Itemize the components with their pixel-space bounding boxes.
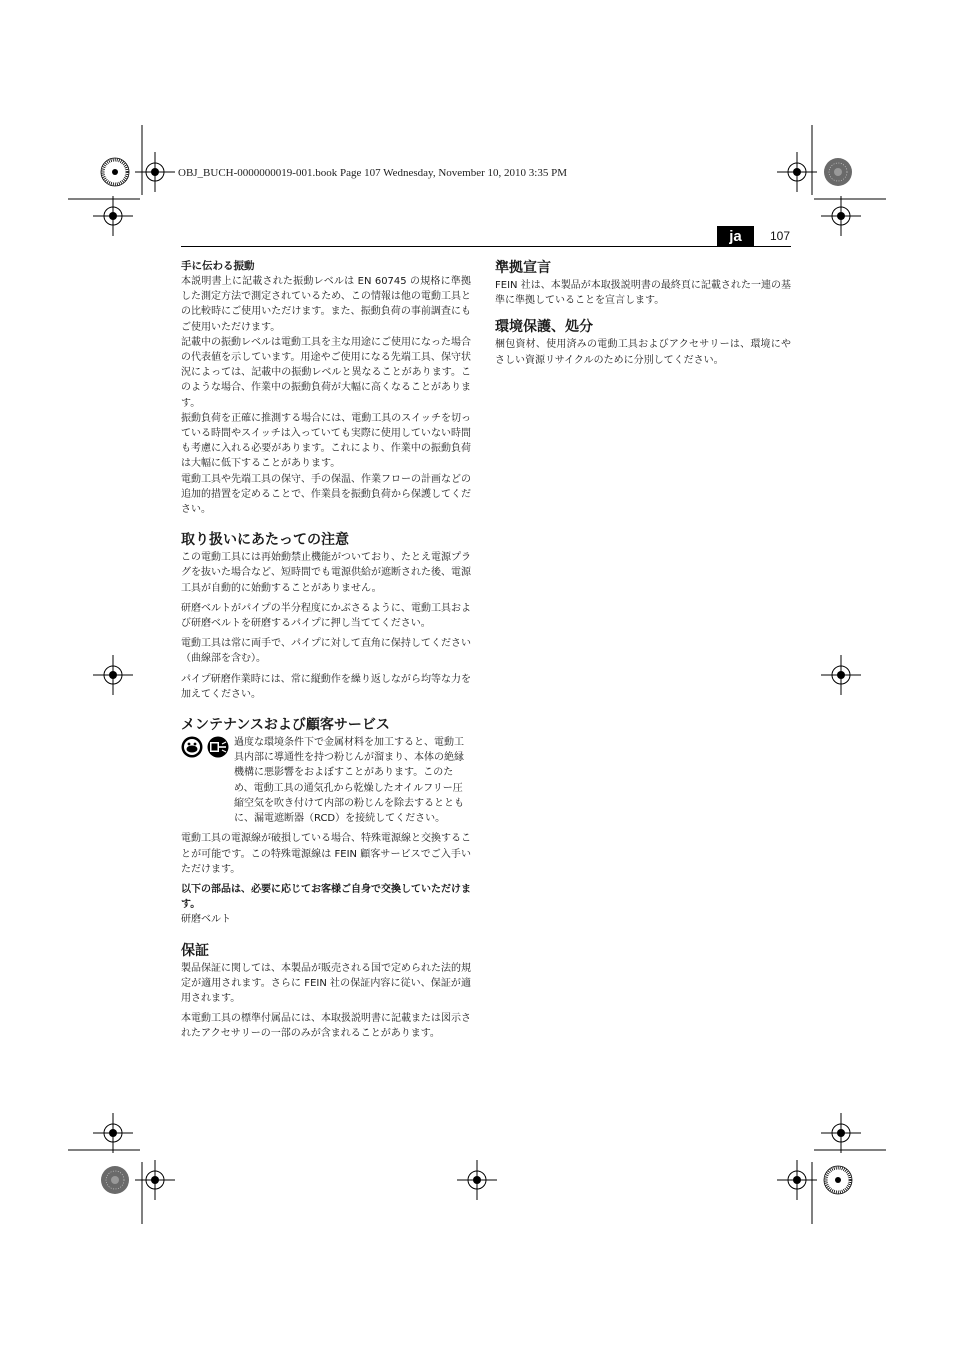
handling-paragraph-4: パイプ研磨作業時には、常に縦動作を繰り返しながら均等な力を加えてください。	[181, 673, 471, 700]
environment-paragraph: 梱包資材、使用済みの電動工具およびアクセサリーは、環境にやさしい資源リサイクルのために分別してください。	[495, 339, 791, 366]
handling-heading: 取り扱いにあたっての注意	[181, 532, 349, 549]
left-column	[181, 259, 471, 1047]
maintenance-heading: メンテナンスおよび顧客サービス	[181, 717, 390, 734]
handling-paragraph-3: 電動工具は常に両手で、パイプに対して直角に保持してください（曲線部を含む）。	[181, 638, 471, 665]
vibration-paragraph-4: 電動工具や先端工具の保守、手の保温、作業フローの計画などの追加的措置を定めることで、作業員を振動負荷から保護してください。	[181, 473, 471, 516]
right-column	[495, 259, 791, 373]
page-number: 107	[770, 229, 791, 243]
print-slug: OBJ_BUCH-0000000019-001.book Page 107 Wednesday, November 10, 2010 3:35 PM	[178, 167, 567, 179]
vibration-paragraph-2: 記載中の振動レベルは電動工具を主な用途にご使用になった場合の代表値を示しています。用途やご使用になる先端工具、保守状況によっては、記載中の振動レベルと異なることがあります。このような場合、作業中の振動負荷が大幅に高くなることがあります。	[181, 336, 471, 409]
replaceable-parts-heading: 以下の部品は、必要に応じてお客様ご自身で交換していただけます。	[181, 883, 471, 911]
conformity-paragraph: FEIN 社は、本製品が本取扱説明書の最終頁に記載された一連の基準に準拠していることを宣言します。	[495, 280, 791, 307]
vibration-paragraph-3: 振動負荷を正確に推測する場合には、電動工具のスイッチを切っている時間やスイッチは入っていても実際に使用していない時間も考慮に入れる必要があります。これにより、作業中の振動負荷は大幅に低下することがあります。	[181, 412, 471, 470]
conformity-heading: 準拠宣言	[495, 260, 551, 276]
warranty-paragraph-2: 本電動工具の標準付属品には、本取扱説明書に記載または図示されたアクセサリーの一部のみが含まれることがあります。	[181, 1013, 471, 1040]
header-rule	[181, 246, 791, 247]
warranty-heading: 保証	[181, 942, 209, 959]
environment-heading: 環境保護、処分	[495, 319, 593, 336]
maintenance-icons	[181, 736, 230, 758]
language-tag: ja	[717, 226, 754, 247]
vibration-heading: 手に伝わる振動	[181, 260, 255, 272]
compressed-air-icon	[206, 736, 230, 758]
vibration-paragraph-1: 本説明書上に記載された振動レベルは EN 60745 の規格に準拠した測定方法で測定されているため、この情報は他の電動工具との比較時にご使用いただけます。また、振動負荷の事前調査にもご使用いただけます。	[181, 276, 471, 333]
maintenance-paragraph-1: 過度な環境条件下で金属材料を加工すると、電動工具内部に導通性を持つ粉じんが溜まり、本体の絶縁機構に悪影響をおよぼすことがあります。このため、電動工具の通気孔から乾燥したオイルフリー圧縮空気を吹き付けて内部の粉じんを除去するとともに、漏電遮断器（RCD）を接続してください。	[234, 737, 464, 825]
handling-paragraph-1: この電動工具には再始動禁止機能がついており、たとえ電源プラグを抜いた場合など、短時間でも電源供給が遮断された後、電源工具が自動的に始動することがありません。	[181, 552, 471, 594]
warranty-paragraph-1: 製品保証に関しては、本製品が販売される国で定められた法的規定が適用されます。さらに FEIN 社の保証内容に従い、保証が適用されます。	[181, 962, 471, 1004]
dust-mask-icon	[181, 736, 203, 758]
maintenance-icon-paragraph	[181, 735, 471, 826]
handling-paragraph-2: 研磨ベルトがパイプの半分程度にかぶさるように、電動工具および研磨ベルトを研磨するパイプに押し当ててください。	[181, 602, 471, 630]
replaceable-part-item: 研磨ベルト	[181, 914, 231, 926]
maintenance-paragraph-2: 電動工具の電源線が破損している場合、特殊電源線と交換することが可能です。この特殊電源線は FEIN 顧客サービスでご入手いただけます。	[181, 833, 471, 875]
